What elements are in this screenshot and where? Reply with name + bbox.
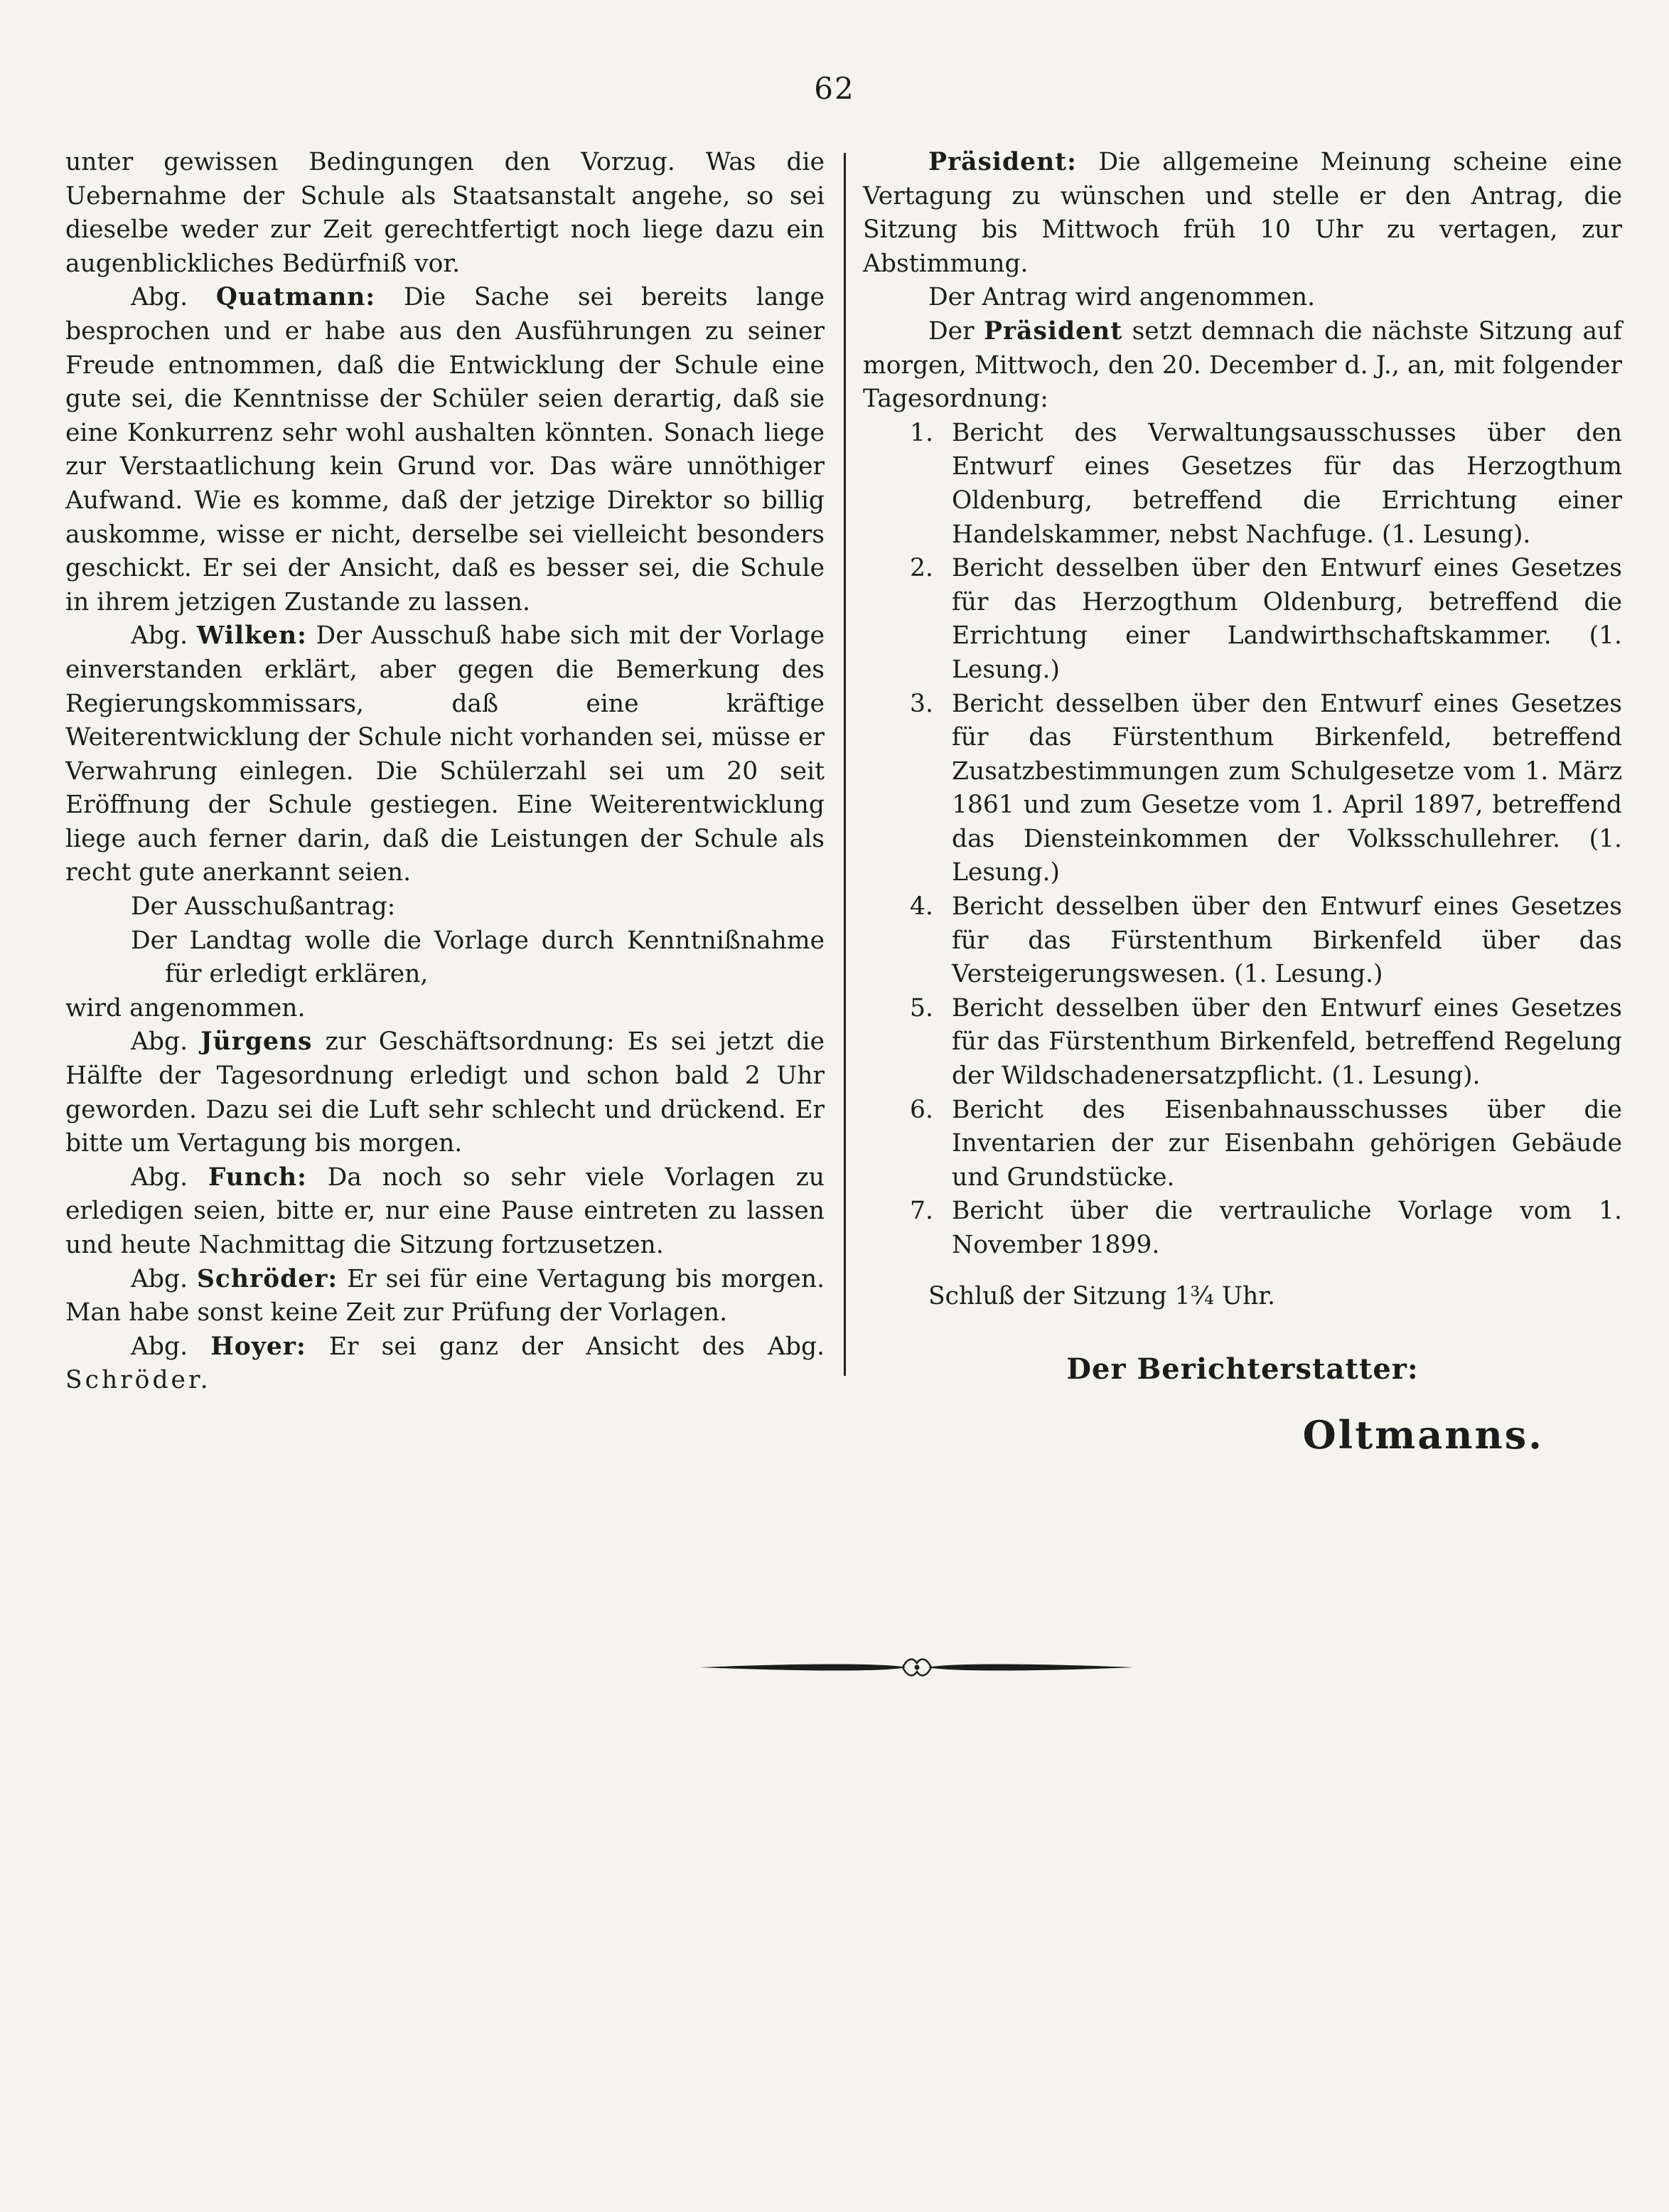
speaker-name: Quatmann: — [215, 283, 376, 312]
left-paragraph-1: unter gewissen Bedingungen den Vorzug. Was die Uebernahme der Schule als Staatsanstalt angehe, so sei dieselbe weder zur Zeit gerechtfertigt noch liege dazu ein augenblickliches Bedürfniß vor. — [65, 148, 825, 278]
agenda-text: Bericht desselben über den Entwurf eines Gesetzes für das Fürstenthum Birkenfeld, betreffend Zusatzbestimmungen zum Schulgesetze vom 1. März 1861 und zum Gesetze vom 1. April 1897, betreffend das Diensteinkommen der Volksschullehrer. (1. Lesung.) — [952, 689, 1622, 887]
column-divider — [844, 153, 846, 1376]
speech-text: Die Sache sei bereits lange besprochen und er habe aus den Ausführungen zu seiner Freude entnommen, daß die Entwicklung der Schule eine gute sei, die Kenntnisse der Schüler seien derartig, daß sie eine Konkurrenz sehr wohl aushalten könnten. Sonach liege zur Verstaatlichung kein Grund vor. Das wäre unnöthiger Aufwand. Wie es komme, daß der jetzige Direktor so billig auskomme, wisse er nicht, derselbe sei vielleicht besonders geschickt. Er sei der Ansicht, daß es besser sei, die Schule in ihrem jetzigen Zustande zu lassen. — [65, 283, 825, 616]
title-prefix: Abg. — [131, 1332, 188, 1361]
agenda-number: 1. — [910, 418, 933, 447]
speaker-name: Hoyer: — [210, 1332, 306, 1361]
title-prefix: Der — [928, 316, 975, 346]
title-prefix: Abg. — [131, 1264, 188, 1293]
ornament-divider — [700, 1653, 1134, 1682]
speaker-name: Schröder: — [196, 1264, 338, 1293]
speaker-name: Präsident — [984, 316, 1123, 346]
left-column — [65, 146, 825, 1398]
speech-text: Die allgemeine Meinung scheine eine Vertagung zu wünschen und stelle er den Antrag, die Sitzung bis Mittwoch früh 10 Uhr zu vertagen, zur Abstimmung. — [863, 148, 1623, 278]
speaker-name: Jürgens — [200, 1027, 313, 1057]
title-prefix: Abg. — [131, 1163, 188, 1192]
agenda-item — [863, 552, 1622, 687]
speaker-name: Wilken: — [196, 621, 307, 651]
left-paragraph-quatmann — [65, 281, 825, 619]
left-paragraph-wilken — [65, 619, 825, 890]
agenda-item — [863, 688, 1622, 891]
agenda-number: 2. — [910, 554, 933, 583]
agenda-number: 4. — [910, 892, 933, 921]
signature-label: Der Berichterstatter: — [1066, 1352, 1419, 1386]
speech-text: Er sei ganz der Ansicht des Abg. — [328, 1332, 825, 1361]
agenda-text: Bericht desselben über den Entwurf eines Gesetzes für das Fürstenthum Birkenfeld über das Versteigerungswesen. (1. Lesung.) — [952, 892, 1622, 989]
left-paragraph-funch — [65, 1161, 825, 1263]
title-prefix: Abg. — [131, 621, 188, 651]
title-prefix: Abg. — [131, 1027, 188, 1057]
left-paragraph-hoyer — [65, 1330, 825, 1398]
agenda-item — [863, 1195, 1622, 1262]
speech-text: setzt demnach die nächste Sitzung auf morgen, Mittwoch, den 20. December d. J., an, mit folgender Tagesordnung: — [863, 316, 1623, 414]
speech-text: Der Ausschuß habe sich mit der Vorlage einverstanden erklärt, aber gegen die Bemerkung des Regierungskommissars, daß eine kräftige Weiterentwicklung der Schule nicht vorhanden sei, müsse er Verwahrung einlegen. Die Schülerzahl sei um 20 seit Eröffnung der Schule gestiegen. Eine Weiterentwicklung liege auch ferner darin, daß die Leistungen der Schule als recht gute anerkannt seien. — [65, 621, 825, 887]
title-prefix: Abg. — [131, 283, 188, 312]
agenda-item — [863, 417, 1622, 552]
agenda-item — [863, 1094, 1622, 1195]
speech-text: Da noch so sehr viele Vorlagen zu erledigen seien, bitte er, nur eine Pause eintreten zu lassen und heute Nachmittag die Sitzung fortzusetzen. — [65, 1163, 825, 1259]
right-paragraph-praesident — [863, 146, 1622, 281]
agenda-number: 6. — [910, 1095, 933, 1124]
agenda-item — [863, 992, 1622, 1094]
agenda-item — [863, 890, 1622, 992]
motion-label: Der Ausschußantrag: — [131, 892, 396, 921]
referenced-name: Schröder. — [65, 1366, 211, 1395]
right-column — [863, 146, 1623, 1458]
agenda-number: 3. — [910, 689, 933, 718]
right-paragraph-next-session — [863, 315, 1622, 417]
agenda-text: Bericht des Eisenbahnausschusses über die Inventarien der zur Eisenbahn gehörigen Gebäude und Grundstücke. — [952, 1095, 1622, 1192]
agenda-number: 7. — [910, 1197, 933, 1226]
agenda-text: Bericht über die vertrauliche Vorlage vom 1. November 1899. — [952, 1197, 1622, 1259]
agenda-number: 5. — [910, 993, 933, 1022]
left-paragraph-juergens — [65, 1025, 825, 1160]
motion-result: wird angenommen. — [65, 993, 306, 1022]
speaker-name: Präsident: — [928, 148, 1077, 176]
motion-accepted: Der Antrag wird angenommen. — [928, 283, 1316, 312]
speech-text: zur Geschäftsordnung: Es sei jetzt die Hälfte der Tagesordnung erledigt und schon bald 2 Uhr geworden. Dazu sei die Luft sehr schlecht und drückend. Er bitte um Vertagung bis morgen. — [65, 1027, 825, 1158]
speech-text: Er sei für eine Vertagung bis morgen. Man habe sonst keine Zeit zur Prüfung der Vorlagen. — [65, 1264, 825, 1327]
left-paragraph-schroeder — [65, 1263, 825, 1330]
page-number: 62 — [814, 71, 855, 106]
motion-text — [65, 924, 825, 992]
session-closing: Schluß der Sitzung 1¾ Uhr. — [928, 1281, 1275, 1310]
speaker-name: Funch: — [208, 1163, 307, 1192]
signature-name: Oltmanns. — [1302, 1411, 1544, 1458]
agenda-text: Bericht desselben über den Entwurf eines Gesetzes für das Herzogthum Oldenburg, betreffend die Errichtung einer Landwirthschaftskammer. (1. Lesung.) — [952, 554, 1622, 684]
agenda-text: Bericht desselben über den Entwurf eines Gesetzes für das Fürstenthum Birkenfeld, betreffend Regelung der Wildschadenersatzpflicht. (1. Lesung). — [952, 993, 1622, 1091]
agenda-list — [863, 417, 1622, 1263]
motion-body: Der Landtag wolle die Vorlage durch Kenntnißnahme für erledigt erklären, — [131, 926, 825, 989]
agenda-text: Bericht des Verwaltungsausschusses über den Entwurf eines Gesetzes für das Herzogthum Oldenburg, betreffend die Errichtung einer Handelskammer, nebst Nachfuge. (1. Lesung). — [952, 418, 1622, 549]
